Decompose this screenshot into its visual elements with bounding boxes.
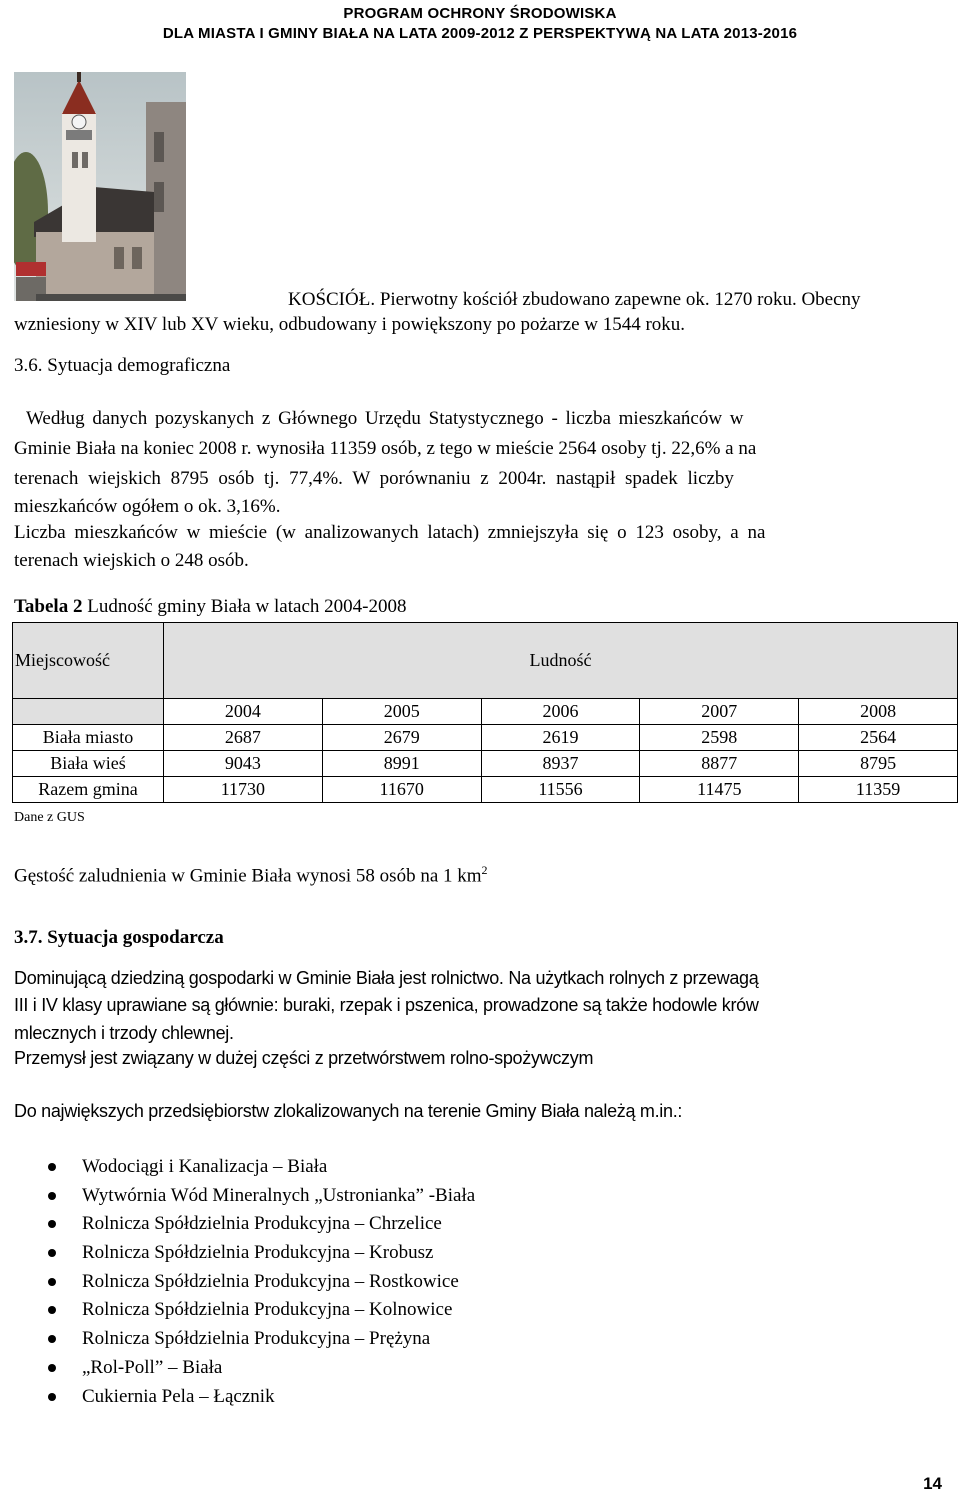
header-line-1: PROGRAM OCHRONY ŚRODOWISKA — [343, 5, 617, 22]
demography-line-2: Gminie Biała na koniec 2008 r. wynosiła 11359 osób, z tego w mieście 2564 osoby tj. 22,6% a na — [14, 438, 757, 459]
economy-line-2: III i IV klasy uprawiane są głównie: buraki, rzepak i pszenica, prowadzone są także hodowle krów — [14, 995, 759, 1015]
table-caption-label: Tabela 2 — [14, 596, 83, 617]
list-item — [48, 1239, 475, 1268]
table-row-years — [13, 699, 958, 725]
table-cell: 11475 — [640, 777, 799, 803]
table-caption-text: Ludność gminy Biała w latach 2004-2008 — [82, 596, 407, 617]
table-row — [13, 751, 958, 777]
list-item — [48, 1210, 475, 1239]
table-cell: 2679 — [322, 725, 481, 751]
list-item — [48, 1153, 475, 1182]
economy-line-1: Dominującą dziedziną gospodarki w Gminie Biała jest rolnictwo. Na użytkach rolnych z przewagą — [14, 968, 759, 988]
list-item-label: Rolnicza Spółdzielnia Produkcyjna – Rostkowice — [82, 1270, 459, 1292]
year-cell: 2007 — [640, 699, 799, 725]
bullet-icon — [48, 1364, 56, 1372]
table-cell: 11730 — [164, 777, 323, 803]
table-source: Dane z GUS — [14, 810, 85, 825]
row-label: Biała miasto — [13, 725, 164, 751]
population-table — [12, 622, 958, 803]
list-item — [48, 1383, 475, 1412]
header-place: Miejscowość — [13, 623, 164, 699]
list-item-label: „Rol-Poll” – Biała — [82, 1356, 223, 1378]
demography-line-4: mieszkańców ogółem o ok. 3,16%. — [14, 496, 281, 517]
year-cell: 2006 — [481, 699, 640, 725]
section-heading-economy: 3.7. Sytuacja gospodarcza — [14, 927, 224, 948]
header-place-cont — [13, 699, 164, 725]
header-population: Ludność — [164, 623, 958, 699]
table-cell: 8877 — [640, 751, 799, 777]
table-row — [13, 777, 958, 803]
page-number: 14 — [923, 1474, 942, 1493]
companies-list — [48, 1153, 475, 1411]
photo-caption-line-2: wzniesiony w XIV lub XV wieku, odbudowany i powiększony po pożarze w 1544 roku. — [14, 314, 686, 335]
demography-para2-line-1: Liczba mieszkańców w mieście (w analizowanych latach) zmniejszyła się o 123 osoby, a na — [14, 522, 766, 543]
list-item — [48, 1296, 475, 1325]
year-cell: 2008 — [799, 699, 958, 725]
photo-caption-line-1: KOŚCIÓŁ. Pierwotny kościół zbudowano zapewne ok. 1270 roku. Obecny — [288, 289, 861, 310]
year-cell: 2005 — [322, 699, 481, 725]
list-item-label: Wodociągi i Kanalizacja – Biała — [82, 1156, 328, 1177]
table-cell: 11359 — [799, 777, 958, 803]
bullet-icon — [48, 1393, 56, 1401]
table-cell: 9043 — [164, 751, 323, 777]
density-value: Gęstość zaludnienia w Gminie Biała wynosi 58 osób na 1 km — [14, 865, 482, 887]
list-item — [48, 1182, 475, 1211]
row-label: Razem gmina — [13, 777, 164, 803]
table-cell: 8795 — [799, 751, 958, 777]
list-item-label: Rolnicza Spółdzielnia Produkcyjna – Krobusz — [82, 1242, 434, 1264]
row-label: Biała wieś — [13, 751, 164, 777]
economy-line-3: mlecznych i trzody chlewnej. — [14, 1023, 234, 1043]
bullet-icon — [48, 1278, 56, 1286]
church-photo — [14, 72, 186, 301]
economy-industry: Przemysł jest związany w dużej części z przetwórstwem rolno-spożywczym — [14, 1048, 594, 1068]
list-item-label: Rolnicza Spółdzielnia Produkcyjna – Chrzelice — [82, 1213, 442, 1235]
list-item-label: Wytwórnia Wód Mineralnych „Ustronianka” -Biała — [82, 1184, 476, 1206]
list-item-label: Rolnicza Spółdzielnia Produkcyjna – Prężyna — [82, 1328, 431, 1350]
list-item — [48, 1325, 475, 1354]
bullet-icon — [48, 1163, 56, 1171]
table-cell: 8991 — [322, 751, 481, 777]
economy-companies-intro: Do największych przedsiębiorstw zlokalizowanych na terenie Gminy Biała należą m.in.: — [14, 1101, 683, 1121]
table-cell: 2564 — [799, 725, 958, 751]
table-row — [13, 725, 958, 751]
table-cell: 8937 — [481, 751, 640, 777]
year-cell: 2004 — [164, 699, 323, 725]
bullet-icon — [48, 1192, 56, 1200]
header-line-2: DLA MIASTA I GMINY BIAŁA NA LATA 2009-2012 Z PERSPEKTYWĄ NA LATA 2013-2016 — [162, 25, 798, 42]
table-cell: 11556 — [481, 777, 640, 803]
bullet-icon — [48, 1249, 56, 1257]
density-superscript: 2 — [481, 863, 488, 877]
table-cell: 2687 — [164, 725, 323, 751]
table-cell: 2619 — [481, 725, 640, 751]
table-caption — [14, 592, 944, 621]
table-cell: 2598 — [640, 725, 799, 751]
bullet-icon — [48, 1220, 56, 1228]
list-item — [48, 1354, 475, 1383]
list-item-label: Cukiernia Pela – Łącznik — [82, 1385, 275, 1407]
bullet-icon — [48, 1306, 56, 1314]
demography-para2-line-2: terenach wiejskich o 248 osób. — [14, 550, 249, 571]
density-text — [14, 856, 944, 890]
list-item-label: Rolnicza Spółdzielnia Produkcyjna – Kolnowice — [82, 1299, 453, 1321]
table-cell: 11670 — [322, 777, 481, 803]
list-item — [48, 1268, 475, 1297]
bullet-icon — [48, 1335, 56, 1343]
demography-line-3: terenach wiejskich 8795 osób tj. 77,4%. W porównaniu z 2004r. nastąpił spadek liczby — [14, 468, 734, 489]
demography-line-1: Według danych pozyskanych z Głównego Urzędu Statystycznego - liczba mieszkańców w — [26, 408, 744, 429]
section-heading-demography: 3.6. Sytuacja demograficzna — [14, 355, 231, 376]
